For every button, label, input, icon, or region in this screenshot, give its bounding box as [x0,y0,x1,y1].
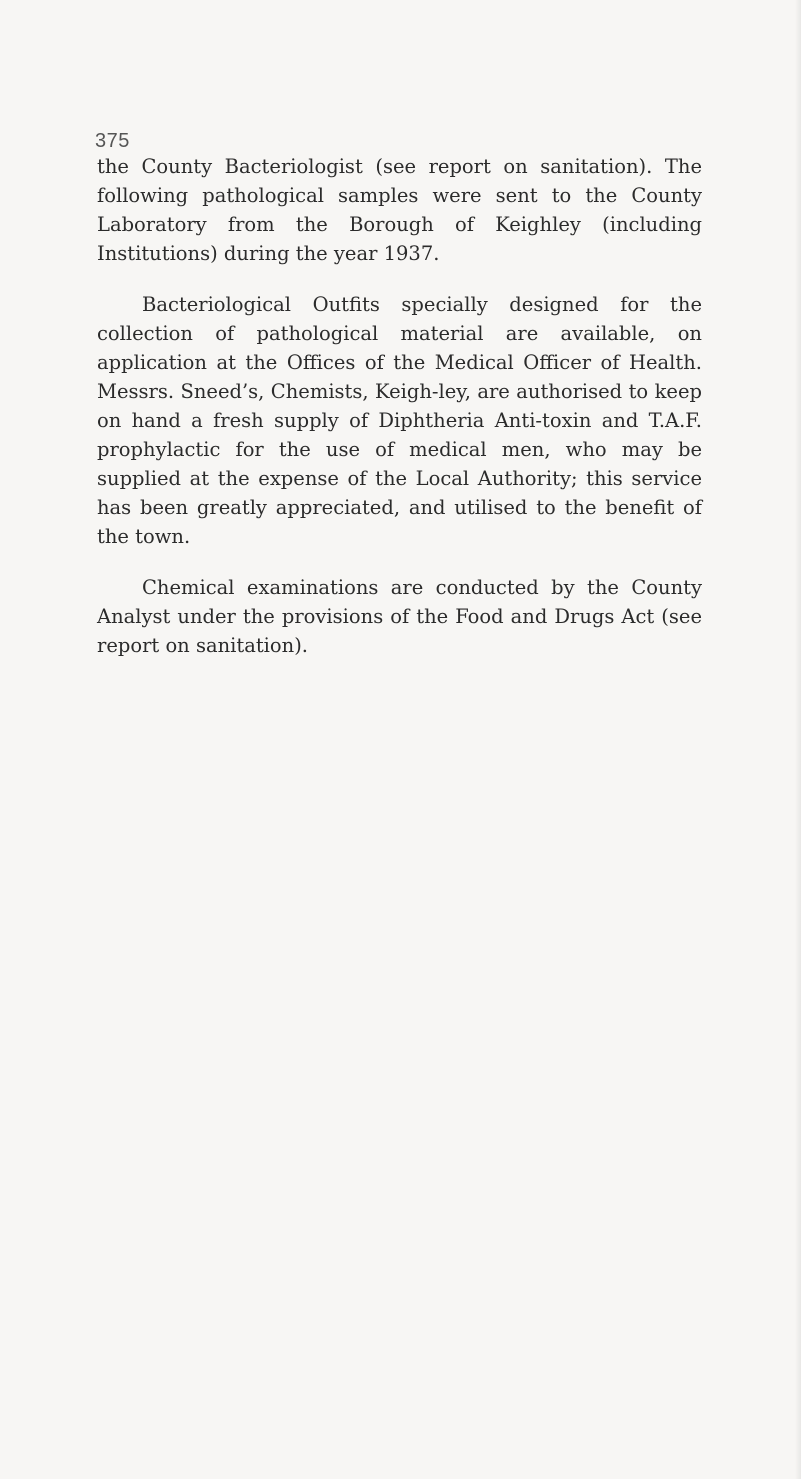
document-body [97,152,702,682]
paragraph-bacteriological-outfits: Bacteriological Outfits specially designed for the collection of pathological material are available, on application at the Offices of the Medical Officer of Health. Messrs. Sneed’s, Chemists, Keigh-ley, are authorised to keep on hand a fresh supply of Diphtheria Anti-toxin and T.A.F. prophylactic for the use of medical men, who may be supplied at the expense of the Local Authority; this service has been greatly appreciated, and utilised to the benefit of the town. [97,293,702,548]
paragraph-continuation: the County Bacteriologist (see report on sanitation). The following pathological samples were sent to the County Laboratory from the Borough of Keighley (including Institutions) during the year 1937. [97,155,702,265]
page-number: 375 [95,130,130,152]
paragraph-chemical-examinations: Chemical examinations are conducted by the County Analyst under the provisions of the Food and Drugs Act (see report on sanitation). [97,576,702,657]
page-edge-shadow [795,0,801,1479]
